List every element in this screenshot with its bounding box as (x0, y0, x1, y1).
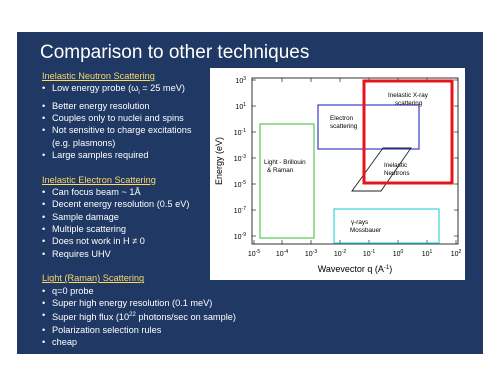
y-tick-label: $10^{-5}$ (233, 180, 246, 189)
bullet-item: • Better energy resolution (42, 100, 222, 112)
bullet-item: • Super high energy resolution (0.1 meV) (42, 297, 222, 309)
x-tick-labels (248, 249, 462, 258)
neutron-region-label: Neutrons (384, 170, 410, 177)
y-tick-label: $10^{-7}$ (233, 206, 246, 215)
electron-region-label: Electron (330, 115, 354, 122)
x-tick-label: $10^0$ (392, 249, 404, 258)
bullet-item: • Decent energy resolution (0.5 eV) (42, 198, 222, 210)
x-tick-label: $10^{-1}$ (362, 249, 376, 258)
y-tick-label: $10^1$ (235, 102, 246, 111)
xray-region-label: scattering (395, 100, 423, 107)
y-tick-label: $10^{-9}$ (233, 232, 246, 241)
energy-wavevector-diagram (210, 68, 465, 280)
xray-region-label: Inelastic X-ray (388, 92, 428, 99)
section-heading-light: Light (Raman) Scattering (42, 273, 145, 284)
light-scattering-region (260, 124, 314, 238)
bullet-item: • q=0 probe (42, 285, 222, 297)
y-tick-label: $10^{-3}$ (233, 154, 246, 163)
bullet-item: • Can focus beam ~ 1Å (42, 186, 222, 198)
bullet-item: • Super high flux ($10^{22}$ photons/sec on sample) (42, 309, 222, 323)
bullet-item: • Polarization selection rules (42, 324, 222, 336)
bullet-continuation: (e.g. plasmons) (52, 137, 116, 148)
gamma-ray-region (334, 209, 439, 243)
section-heading-electron: Inelastic Electron Scattering (42, 174, 156, 185)
light-region-label: Light - Brillouin (264, 159, 306, 166)
x-tick-label: $10^1$ (421, 249, 433, 258)
slide-title: Comparison to other techniques (40, 42, 310, 63)
x-tick-label: $10^2$ (450, 249, 462, 258)
bullet-item: • Not sensitive to charge excitations (42, 124, 222, 136)
bullet-item: • cheap (42, 336, 222, 348)
bullet-item: • Couples only to nuclei and spins (42, 112, 222, 124)
gamma-region-label: Mossbauer (350, 227, 382, 234)
gamma-region-label: γ-rays (351, 219, 369, 226)
electron-region-label: scattering (330, 123, 358, 130)
x-tick-label: $10^{-3}$ (304, 249, 318, 258)
bullet-item: • Large samples required (42, 149, 222, 161)
y-tick-label: $10^3$ (235, 76, 246, 85)
y-tick-labels (234, 76, 246, 241)
diagram-svg (210, 68, 465, 280)
bullet-item: • Low energy probe ($\omega_i = 25$ meV) (42, 82, 222, 99)
y-axis-label: Energy (eV) (214, 136, 224, 186)
bullet-list-electron (42, 186, 222, 260)
bullet-item: • Sample damage (42, 211, 222, 223)
x-tick-label: $10^{-4}$ (275, 249, 289, 258)
slide (17, 32, 483, 354)
bullet-list-light (42, 285, 236, 349)
bullet-item: • Does not work in H ≠ 0 (42, 235, 222, 247)
bullet-list-neutron (42, 82, 222, 161)
light-region-label: & Raman (267, 167, 294, 174)
slide-body (42, 70, 236, 348)
x-tick-label: $10^{-2}$ (333, 249, 347, 258)
bullet-item: • Multiple scattering (42, 223, 222, 235)
neutron-region-label: Inelastic (384, 162, 408, 169)
section-heading-neutron: Inelastic Neutron Scattering (42, 71, 155, 81)
bullet-item: • Requires UHV (42, 248, 222, 260)
y-tick-label: $10^{-1}$ (233, 128, 246, 137)
y-axis-ticks (252, 80, 458, 236)
x-axis-label: Wavevector q $(A^{-1})$ (317, 264, 393, 274)
x-tick-label: $10^{-5}$ (247, 249, 261, 258)
